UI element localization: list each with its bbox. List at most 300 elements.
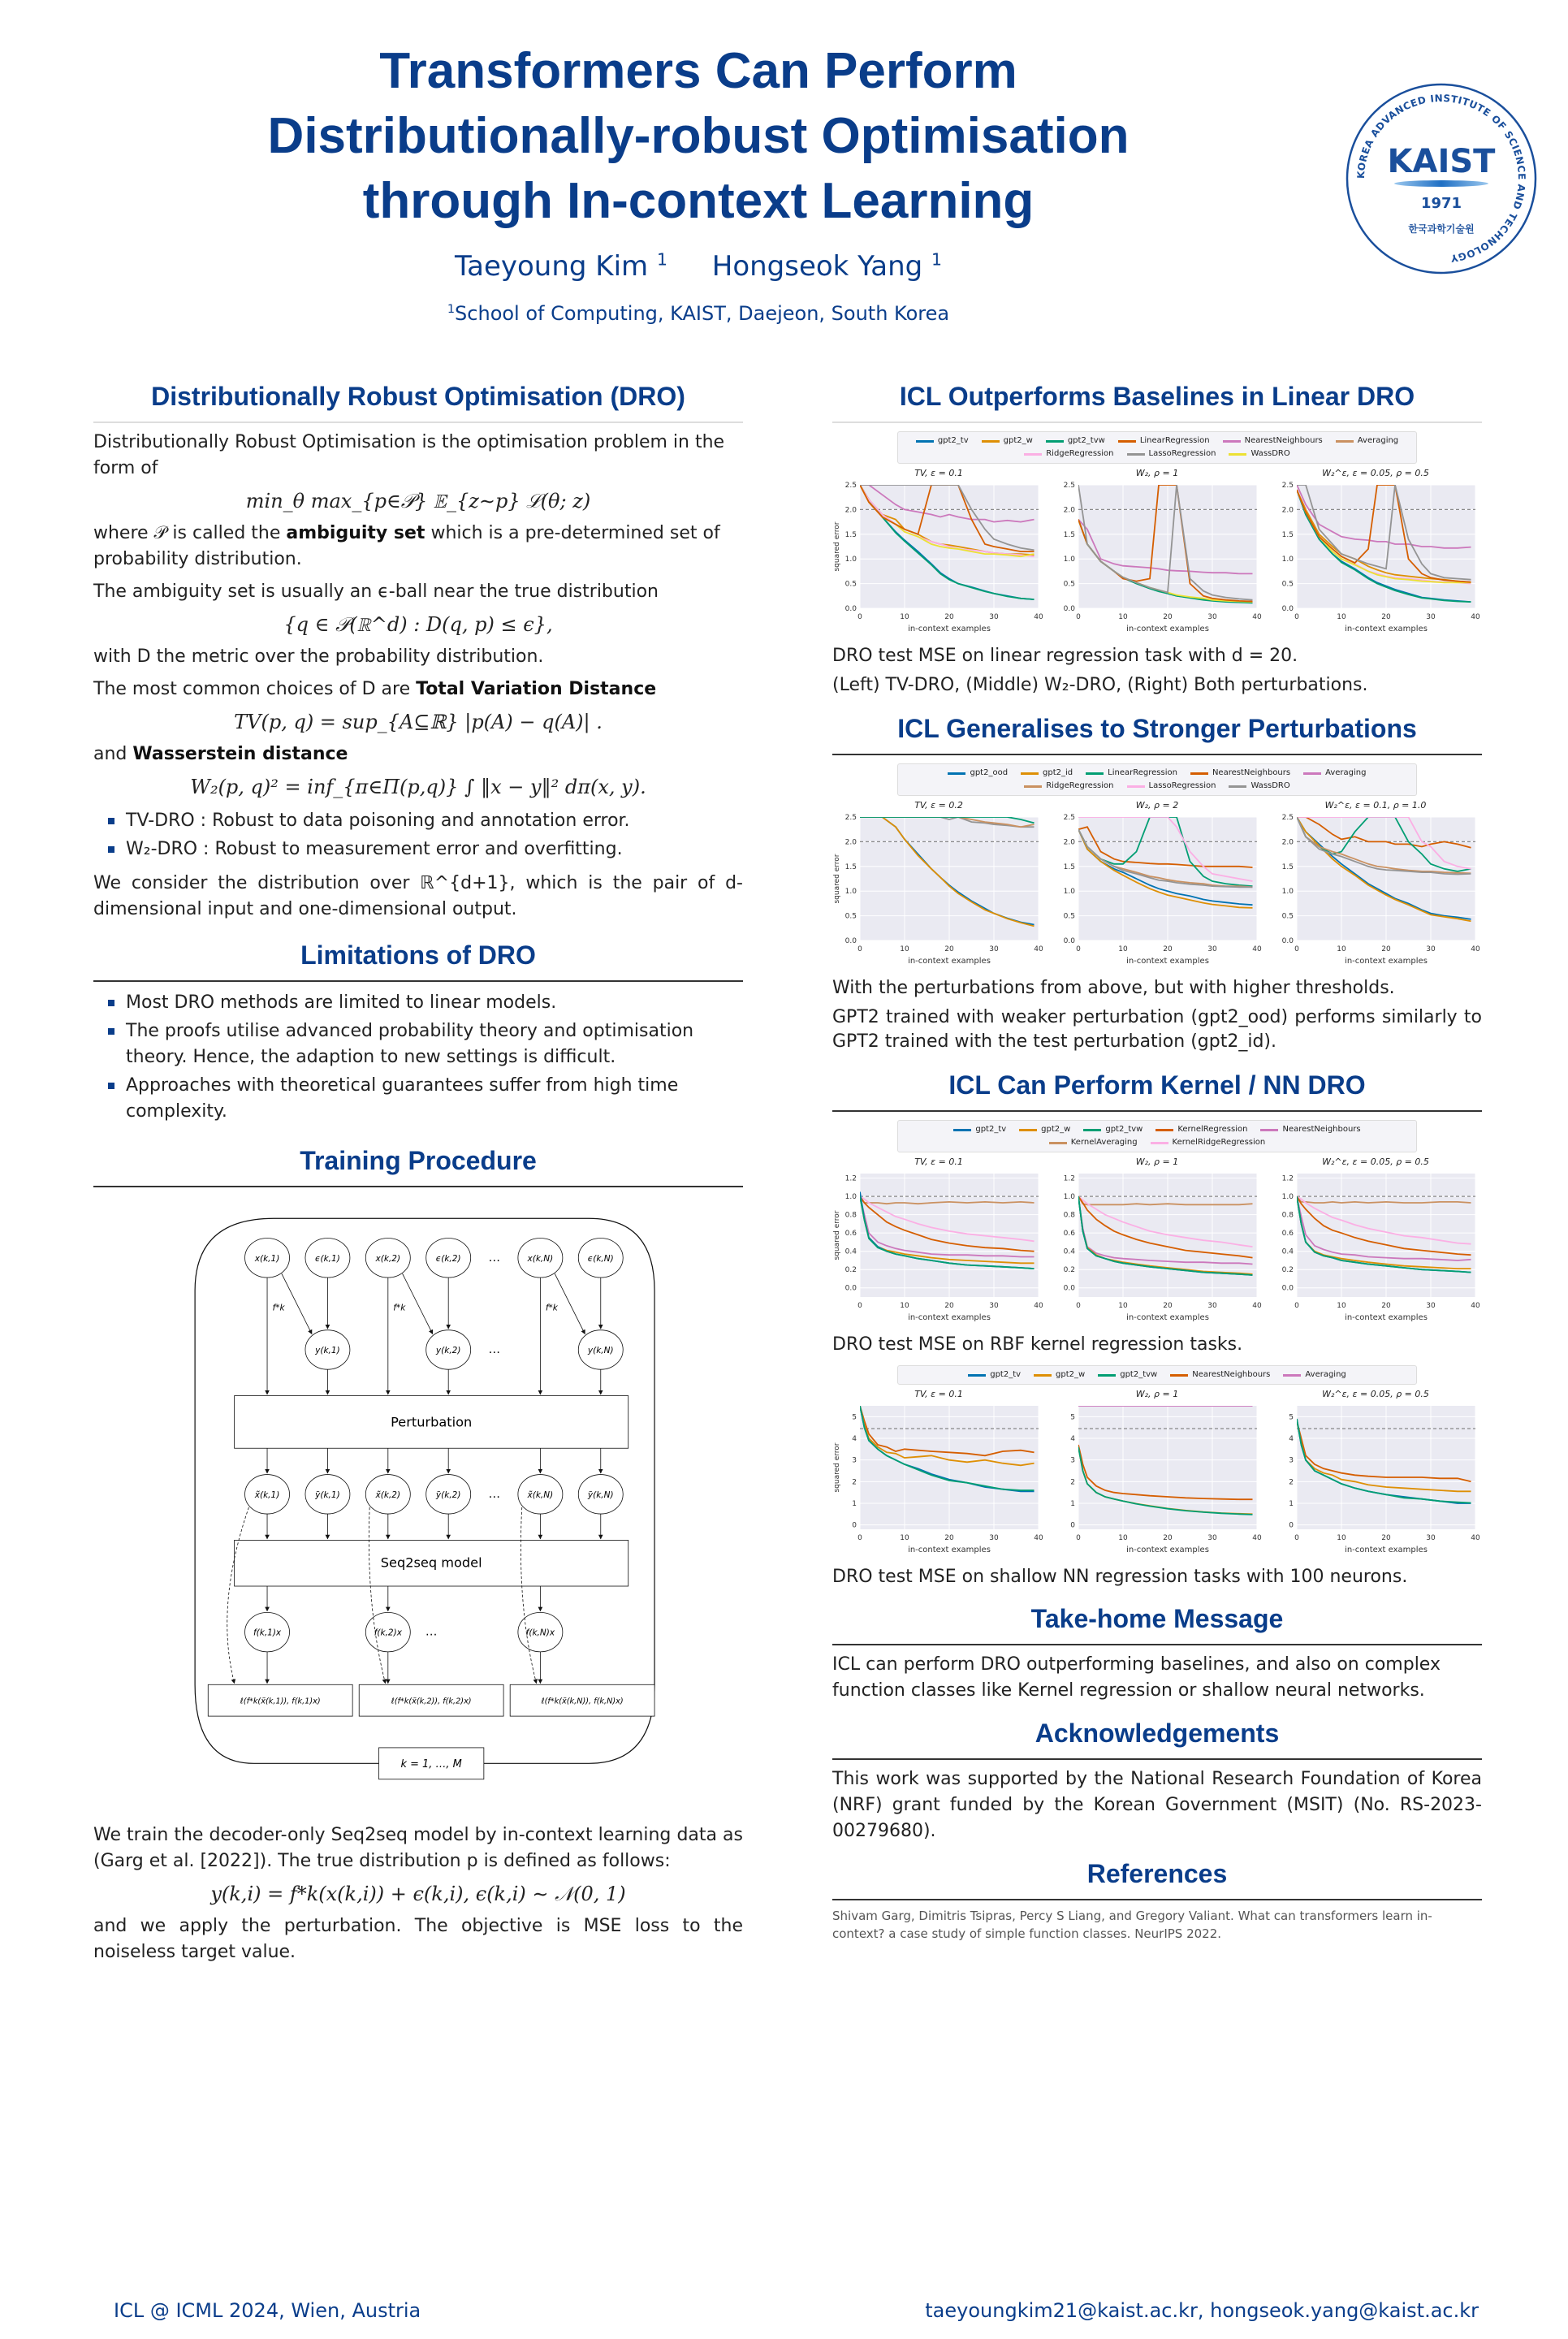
section-title: Take-home Message <box>832 1604 1482 1645</box>
title-line: Transformers Can Perform <box>379 43 1017 99</box>
x-tick-label: 10 <box>1118 613 1128 621</box>
x-tick-label: 20 <box>1163 613 1173 621</box>
y-tick-label: 5 <box>1289 1413 1294 1422</box>
chart-panel <box>1051 467 1263 639</box>
perturbed-node-label: ỹ(k,1) <box>315 1489 340 1500</box>
reference-item: Shivam Garg, Dimitris Tsipras, Percy S Liang, and Gregory Valiant. What can transformers learn in-context? a case study of simple function classes. NeurIPS 2022. <box>832 1909 1432 1941</box>
paragraph: and we apply the perturbation. The objective is MSE loss to the noiseless target value. <box>93 1916 743 1962</box>
title-line: Distributionally-robust Optimisation <box>267 108 1130 164</box>
legend-item <box>1049 1137 1138 1148</box>
legend-label: gpt2_tv <box>975 1125 1007 1134</box>
legend-label: LassoRegression <box>1148 449 1216 458</box>
legend-swatch <box>1190 772 1208 775</box>
chart-panel <box>832 1388 1045 1560</box>
panel-title: W₂^ε, ε = 0.05, ρ = 0.5 <box>1322 468 1429 478</box>
ellipsis: … <box>488 1486 501 1501</box>
y-tick-label: 1.0 <box>1063 888 1075 897</box>
x-axis-label: in-context examples <box>908 1313 991 1322</box>
section-title: ICL Can Perform Kernel / NN DRO <box>832 1070 1482 1112</box>
legend-label: LinearRegression <box>1139 436 1210 445</box>
panel-title: TV, ε = 0.1 <box>914 468 963 478</box>
legend-swatch <box>1024 453 1042 456</box>
bold-term: Wasserstein distance <box>132 744 348 764</box>
section-takehome <box>832 1604 1482 1704</box>
y-tick-label: 0.2 <box>1281 1266 1294 1275</box>
bullet-list <box>93 808 743 863</box>
legend-item <box>1229 780 1289 792</box>
chart-figure <box>832 763 1482 971</box>
x-tick-label: 0 <box>1076 945 1081 953</box>
legend-item <box>1098 1369 1157 1381</box>
x-tick-label: 20 <box>1163 945 1173 953</box>
y-tick-label: 3 <box>1070 1456 1075 1465</box>
legend-item <box>1229 448 1289 460</box>
chart-plot <box>1051 1401 1263 1560</box>
legend-label: gpt2_tvw <box>1067 436 1105 445</box>
y-tick-label: 0.2 <box>844 1266 857 1275</box>
paragraph <box>93 521 743 573</box>
y-tick-label: 0.8 <box>1063 1211 1075 1220</box>
x-tick-label: 20 <box>944 1534 954 1542</box>
author-affiliation-mark: 1 <box>931 250 943 270</box>
legend-item <box>1086 767 1177 779</box>
y-tick-label: 2.5 <box>1281 482 1294 490</box>
perturbed-node-label: ỹ(k,2) <box>435 1489 461 1500</box>
legend-item <box>1021 767 1073 779</box>
affiliation-mark: 1 <box>447 303 456 316</box>
y-tick-label: 0.5 <box>1281 580 1294 589</box>
y-tick-label: 1.0 <box>844 888 857 897</box>
x-tick-label: 20 <box>1381 1302 1391 1310</box>
y-tick-label: 1.5 <box>1281 863 1294 871</box>
chart-panels <box>832 799 1482 971</box>
x-tick-label: 0 <box>857 945 862 953</box>
chart-legend <box>897 1120 1417 1152</box>
y-tick-label: 0.5 <box>1063 912 1075 921</box>
legend-label: KernelRidgeRegression <box>1172 1138 1266 1147</box>
edge <box>403 1273 433 1334</box>
equation: y(k,i) = f*k(x(k,i)) + ϵ(k,i), ϵ(k,i) ∼ 𝒩(0, 1) <box>210 1883 626 1905</box>
author-list <box>244 250 1153 283</box>
legend-item <box>1260 1124 1360 1135</box>
chart-plot <box>832 1169 1045 1328</box>
legend-item <box>1336 435 1398 447</box>
x-tick-label: 40 <box>1471 945 1480 953</box>
x-axis-label: in-context examples <box>908 1546 991 1554</box>
paragraph: The ambiguity set is usually an ϵ-ball near the true distribution <box>93 582 659 602</box>
legend-label: NearestNeighbours <box>1192 1370 1271 1379</box>
x-tick-label: 20 <box>944 613 954 621</box>
x-axis-label: in-context examples <box>1345 625 1428 633</box>
bold-term: ambiguity set <box>286 523 425 543</box>
poster-header <box>0 0 1568 349</box>
section-dro <box>93 382 743 923</box>
input-node-label: ϵ(k,1) <box>315 1253 340 1264</box>
legend-swatch <box>1019 1129 1037 1131</box>
legend-label: NearestNeighbours <box>1212 768 1291 777</box>
logo-korean: 한국과학기술원 <box>1408 223 1475 235</box>
legend-item <box>1170 1369 1270 1381</box>
x-tick-label: 30 <box>989 613 999 621</box>
x-tick-label: 40 <box>1034 1302 1043 1310</box>
y-tick-label: 1.5 <box>1281 530 1294 539</box>
x-tick-label: 40 <box>1252 613 1262 621</box>
legend-label: RidgeRegression <box>1046 781 1114 790</box>
text-run: which is a pre-determined set of probability distribution. <box>93 523 720 569</box>
perturbed-node-label: x̃(k,1) <box>254 1489 280 1500</box>
legend-item <box>1127 780 1216 792</box>
x-tick-label: 40 <box>1252 945 1262 953</box>
y-tick-label: 2.5 <box>1063 814 1075 822</box>
y-tick-label: 0.0 <box>1063 937 1075 945</box>
y-axis-label: squared error <box>833 1442 841 1493</box>
section-title: Training Procedure <box>93 1146 743 1187</box>
y-tick-label: 0.0 <box>1063 1284 1075 1293</box>
x-tick-label: 40 <box>1471 613 1480 621</box>
chart-panels <box>832 1388 1482 1560</box>
chart-panels <box>832 467 1482 639</box>
legend-swatch <box>982 440 1000 443</box>
y-tick-label: 1.2 <box>1281 1174 1294 1183</box>
legend-swatch <box>1229 785 1246 788</box>
section-references <box>832 1859 1482 1943</box>
output-node-label: f(k,N)x <box>525 1628 555 1638</box>
y-node-label: y(k,1) <box>315 1346 340 1355</box>
y-tick-label: 0.5 <box>844 912 857 921</box>
y-tick-label: 2.5 <box>1281 814 1294 822</box>
chart-panel <box>1269 799 1482 971</box>
x-axis-label: in-context examples <box>908 625 991 633</box>
section-limitations <box>93 940 743 1125</box>
legend-swatch <box>916 440 934 443</box>
y-tick-label: 0.0 <box>844 605 857 613</box>
x-tick-label: 40 <box>1471 1302 1480 1310</box>
chart-panel <box>1269 1388 1482 1560</box>
legend-label: RidgeRegression <box>1046 449 1114 458</box>
output-node-label: f(k,2)x <box>374 1628 402 1638</box>
x-tick-label: 40 <box>1034 945 1043 953</box>
perturbed-node-label: ỹ(k,N) <box>587 1489 614 1500</box>
title-line: through In-context Learning <box>362 173 1035 229</box>
author-affiliation-mark: 1 <box>656 250 667 270</box>
affiliation <box>244 302 1153 325</box>
y-tick-label: 1.0 <box>1281 1193 1294 1202</box>
y-tick-label: 0 <box>1289 1521 1294 1530</box>
y-tick-label: 1.0 <box>1281 888 1294 897</box>
legend-label: LassoRegression <box>1148 781 1216 790</box>
chart-legend <box>897 1365 1417 1385</box>
y-tick-label: 1.0 <box>844 556 857 564</box>
chart-plot <box>1051 812 1263 971</box>
paragraph: We consider the distribution over ℝ^{d+1}, which is the pair of d-dimensional input and one-dimensional output. <box>93 873 743 919</box>
x-tick-label: 0 <box>857 1534 862 1542</box>
x-axis-label: in-context examples <box>1345 1546 1428 1554</box>
ellipsis: … <box>425 1624 438 1639</box>
chart-panel <box>1051 1388 1263 1560</box>
figure-caption: DRO test MSE on RBF kernel regression tasks. <box>832 1334 1243 1355</box>
y-tick-label: 1 <box>1070 1500 1075 1508</box>
right-column <box>832 382 1482 1948</box>
legend-swatch <box>1283 1374 1301 1377</box>
panel-title: W₂, ρ = 2 <box>1135 800 1179 811</box>
x-tick-label: 20 <box>1381 1534 1391 1542</box>
y-tick-label: 2 <box>852 1478 857 1487</box>
legend-swatch <box>1229 453 1246 456</box>
x-axis-label: in-context examples <box>908 957 991 966</box>
legend-swatch <box>1155 1129 1173 1131</box>
equation: {q ∈ 𝒫(ℝ^d) : D(q, p) ≤ ϵ}, <box>283 613 553 636</box>
legend-label: NearestNeighbours <box>1282 1125 1361 1134</box>
x-tick-label: 30 <box>989 945 999 953</box>
f-star-label: f*k <box>393 1303 406 1313</box>
chart-figure <box>832 1365 1482 1560</box>
perturbed-node-label: x̃(k,N) <box>527 1489 554 1500</box>
dashed-edge <box>521 1507 536 1684</box>
y-tick-label: 0.5 <box>1063 580 1075 589</box>
section-ack <box>832 1719 1482 1844</box>
y-tick-label: 0 <box>1070 1521 1075 1530</box>
x-tick-label: 0 <box>1294 1534 1299 1542</box>
legend-label: gpt2_id <box>1043 768 1073 777</box>
legend-item <box>916 435 969 447</box>
legend-swatch <box>1046 440 1064 443</box>
y-tick-label: 0 <box>852 1521 857 1530</box>
loss-label: ℓ(f*k(x̃(k,2)), f(k,2)x) <box>391 1697 472 1706</box>
plate-label: k = 1, …, M <box>400 1758 462 1771</box>
y-tick-label: 0.6 <box>1063 1230 1075 1239</box>
x-tick-label: 10 <box>1337 1302 1346 1310</box>
y-node-label: y(k,2) <box>435 1346 461 1355</box>
y-tick-label: 2 <box>1289 1478 1294 1487</box>
ellipsis: … <box>488 1250 501 1265</box>
legend-swatch <box>1118 440 1136 443</box>
legend-swatch <box>1336 440 1354 443</box>
section-title: References <box>832 1859 1482 1900</box>
chart-figure <box>832 1120 1482 1328</box>
panel-title: W₂^ε, ε = 0.05, ρ = 0.5 <box>1322 1157 1429 1167</box>
section-training <box>93 1146 743 1965</box>
x-tick-label: 20 <box>944 945 954 953</box>
legend-swatch <box>1083 1129 1101 1131</box>
legend-item <box>1019 1124 1070 1135</box>
chart-panels <box>832 1156 1482 1328</box>
y-tick-label: 1.5 <box>844 863 857 871</box>
y-tick-label: 0.0 <box>844 1284 857 1293</box>
y-tick-label: 0.5 <box>1281 912 1294 921</box>
legend-label: KernelAveraging <box>1070 1138 1138 1147</box>
x-tick-label: 0 <box>1294 613 1299 621</box>
legend-label: Averaging <box>1325 768 1367 777</box>
seq2seq-label: Seq2seq model <box>380 1554 482 1571</box>
paragraph: We train the decoder-only Seq2seq model by in-context learning data as (Garg et al. [2022]). The true distribution p is defined as follows: <box>93 1825 743 1871</box>
x-axis-label: in-context examples <box>1345 957 1428 966</box>
legend-swatch <box>1260 1129 1278 1131</box>
panel-title: TV, ε = 0.2 <box>914 800 963 811</box>
y-tick-label: 2.0 <box>1063 506 1075 515</box>
section-stronger <box>832 714 1482 1054</box>
footer-venue: ICL @ ICML 2024, Wien, Austria <box>114 2299 421 2322</box>
x-axis-label: in-context examples <box>1126 957 1209 966</box>
chart-panel <box>1051 799 1263 971</box>
legend-swatch <box>953 1129 971 1131</box>
author <box>712 250 942 283</box>
y-tick-label: 2.0 <box>1063 838 1075 847</box>
y-tick-label: 2.5 <box>1063 482 1075 490</box>
y-tick-label: 1.0 <box>1063 1193 1075 1202</box>
legend-item <box>1223 435 1323 447</box>
list-item: The proofs utilise advanced probability theory and optimisation theory. Hence, the adaption to new settings is difficult. <box>108 1018 743 1070</box>
y-tick-label: 0.6 <box>1281 1230 1294 1239</box>
x-tick-label: 10 <box>900 613 909 621</box>
x-tick-label: 10 <box>1337 613 1346 621</box>
legend-swatch <box>1021 772 1039 775</box>
left-column <box>93 382 743 1972</box>
perturbation-label: Perturbation <box>391 1414 473 1430</box>
kaist-logo <box>1344 81 1539 276</box>
chart-legend <box>897 763 1417 796</box>
f-star-label: f*k <box>272 1303 285 1313</box>
section-title: ICL Generalises to Stronger Perturbations <box>832 714 1482 755</box>
perturbed-node-label: x̃(k,2) <box>375 1489 401 1500</box>
y-tick-label: 0.0 <box>844 937 857 945</box>
loss-label: ℓ(f*k(x̃(k,1)), f(k,1)x) <box>240 1697 321 1706</box>
chart-panel <box>832 467 1045 639</box>
dashed-edge <box>227 1507 249 1684</box>
list-item: Most DRO methods are limited to linear models. <box>108 990 743 1016</box>
x-tick-label: 20 <box>1163 1302 1173 1310</box>
chart-panel <box>1269 1156 1482 1328</box>
x-tick-label: 0 <box>1076 613 1081 621</box>
edge <box>555 1273 585 1334</box>
legend-item <box>1283 1369 1346 1381</box>
panel-title: W₂, ρ = 1 <box>1135 1157 1179 1167</box>
panel-title: W₂^ε, ε = 0.05, ρ = 0.5 <box>1322 1389 1429 1399</box>
equation: TV(p, q) = sup_{A⊆ℝ} |p(A) − q(A)| . <box>234 711 603 733</box>
input-node-label: x(k,2) <box>375 1253 401 1264</box>
x-tick-label: 40 <box>1252 1302 1262 1310</box>
y-tick-label: 4 <box>1070 1435 1075 1443</box>
x-tick-label: 30 <box>989 1302 999 1310</box>
legend-label: gpt2_ood <box>970 768 1009 777</box>
chart-plot <box>832 1401 1045 1560</box>
chart-panel <box>832 799 1045 971</box>
x-tick-label: 40 <box>1034 1534 1043 1542</box>
x-tick-label: 30 <box>989 1534 999 1542</box>
x-tick-label: 30 <box>1426 945 1436 953</box>
x-axis-label: in-context examples <box>1126 1313 1209 1322</box>
paragraph: ICL can perform DRO outperforming baselines, and also on complex function classes like Kernel regression or shallow neural networks. <box>832 1654 1441 1701</box>
list-item: W₂-DRO : Robust to measurement error and overfitting. <box>108 837 743 863</box>
panel-title: W₂, ρ = 1 <box>1135 468 1179 478</box>
chart-panel <box>1051 1156 1263 1328</box>
legend-swatch <box>1151 1142 1168 1144</box>
x-tick-label: 10 <box>900 1302 909 1310</box>
x-tick-label: 40 <box>1034 613 1043 621</box>
x-tick-label: 30 <box>1426 1302 1436 1310</box>
chart-plot <box>1269 1401 1482 1560</box>
section-title: Limitations of DRO <box>93 940 743 982</box>
y-tick-label: 0.8 <box>1281 1211 1294 1220</box>
y-tick-label: 2.0 <box>1281 506 1294 515</box>
legend-item <box>1155 1124 1247 1135</box>
y-tick-label: 1 <box>1289 1500 1294 1508</box>
poster-title <box>244 39 1153 234</box>
x-tick-label: 10 <box>1118 1302 1128 1310</box>
figure-caption: With the perturbations from above, but with higher thresholds. <box>832 978 1395 998</box>
figure-caption: (Left) TV-DRO, (Middle) W₂-DRO, (Right) Both perturbations. <box>832 675 1368 695</box>
edge <box>282 1273 312 1334</box>
legend-item <box>1024 780 1113 792</box>
legend-swatch <box>1098 1374 1116 1377</box>
x-tick-label: 10 <box>900 1534 909 1542</box>
x-tick-label: 0 <box>857 1302 862 1310</box>
legend-item <box>1118 435 1210 447</box>
x-tick-label: 40 <box>1252 1534 1262 1542</box>
legend-swatch <box>1127 453 1145 456</box>
legend-item <box>948 767 1008 779</box>
x-tick-label: 0 <box>1076 1302 1081 1310</box>
logo-ring-text: KOREA ADVANCED INSTITUTE OF SCIENCE AND TECHNOLOGY <box>1354 92 1528 265</box>
output-node-label: f(k,1)x <box>253 1628 282 1638</box>
legend-swatch <box>1303 772 1321 775</box>
legend-label: gpt2_tvw <box>1120 1370 1158 1379</box>
x-tick-label: 30 <box>1207 945 1217 953</box>
list-item: Approaches with theoretical guarantees suffer from high time complexity. <box>108 1073 743 1125</box>
text-run: The most common choices of D are <box>93 679 417 699</box>
x-axis-label: in-context examples <box>1126 1546 1209 1554</box>
affiliation-text: School of Computing, KAIST, Daejeon, South Korea <box>455 302 950 325</box>
x-axis-label: in-context examples <box>1345 1313 1428 1322</box>
x-tick-label: 30 <box>1207 613 1217 621</box>
chart-plot <box>1051 1169 1263 1328</box>
panel-title: W₂, ρ = 1 <box>1135 1389 1179 1399</box>
legend-item <box>1046 435 1105 447</box>
y-tick-label: 1.5 <box>844 530 857 539</box>
section-linear <box>832 382 1482 698</box>
x-tick-label: 0 <box>1294 945 1299 953</box>
legend-item <box>1127 448 1216 460</box>
panel-title: TV, ε = 0.1 <box>914 1157 963 1167</box>
y-tick-label: 1.2 <box>844 1174 857 1183</box>
legend-item <box>968 1369 1021 1381</box>
legend-swatch <box>1086 772 1104 775</box>
logo-name: KAIST <box>1387 143 1496 180</box>
bold-term: Total Variation Distance <box>416 679 657 699</box>
x-tick-label: 20 <box>1381 613 1391 621</box>
training-diagram <box>93 1199 743 1816</box>
y-tick-label: 0.4 <box>1281 1247 1294 1256</box>
legend-label: Averaging <box>1305 1370 1346 1379</box>
legend-label: gpt2_tvw <box>1105 1125 1143 1134</box>
chart-panel <box>1269 467 1482 639</box>
x-tick-label: 10 <box>1337 1534 1346 1542</box>
chart-plot <box>1269 812 1482 971</box>
x-tick-label: 30 <box>1207 1534 1217 1542</box>
y-tick-label: 0.0 <box>1281 937 1294 945</box>
x-tick-label: 10 <box>1337 945 1346 953</box>
y-tick-label: 0.0 <box>1281 605 1294 613</box>
footer-emails[interactable]: taeyoungkim21@kaist.ac.kr, hongseok.yang@kaist.ac.kr <box>925 2299 1479 2322</box>
legend-label: gpt2_w <box>1003 436 1033 445</box>
equation: W₂(p, q)² = inf_{π∈Π(p,q)} ∫ ‖x − y‖² dπ(x, y). <box>190 776 646 798</box>
y-tick-label: 1.0 <box>1281 556 1294 564</box>
y-node-label: y(k,N) <box>587 1346 614 1355</box>
list-item: TV-DRO : Robust to data poisoning and annotation error. <box>108 808 743 834</box>
y-tick-label: 1 <box>852 1500 857 1508</box>
section-title: Acknowledgements <box>832 1719 1482 1760</box>
input-node-label: x(k,N) <box>527 1253 554 1264</box>
x-tick-label: 0 <box>857 613 862 621</box>
